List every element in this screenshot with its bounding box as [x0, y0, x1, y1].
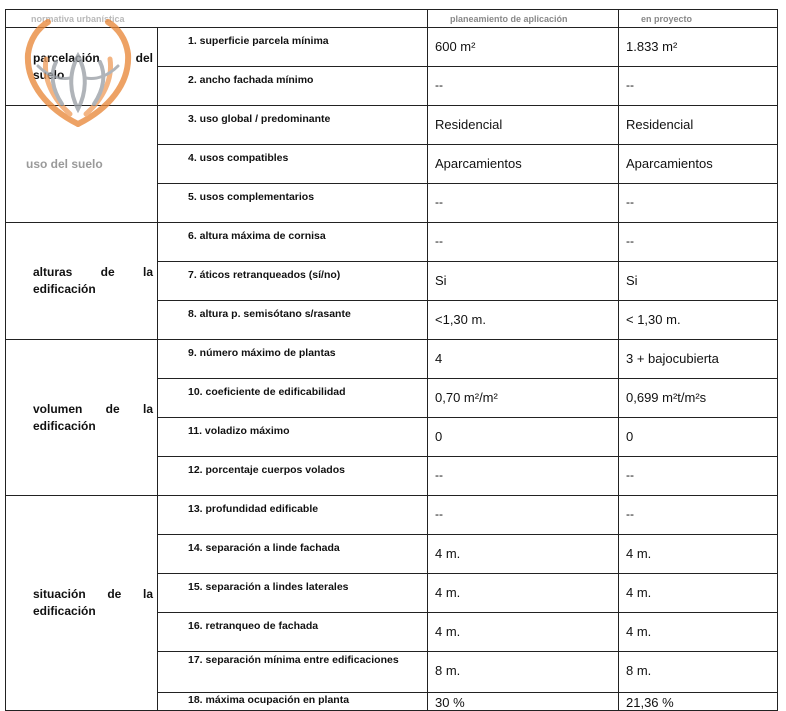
row-plan-value: 4 [428, 340, 619, 379]
row-project-value: -- [619, 457, 778, 496]
row-plan-value: 30 % [428, 693, 619, 711]
row-project-value: -- [619, 223, 778, 262]
row-label: 8. altura p. semisótano s/rasante [158, 301, 428, 340]
row-plan-value: 0 [428, 418, 619, 457]
row-plan-value: Aparcamientos [428, 145, 619, 184]
row-project-value: 8 m. [619, 652, 778, 693]
row-label: 4. usos compatibles [158, 145, 428, 184]
urban-regulation-table-container [5, 9, 777, 710]
row-project-value: 1.833 m² [619, 28, 778, 67]
row-project-value: -- [619, 496, 778, 535]
row-plan-value: -- [428, 223, 619, 262]
section-situacion: situación de la edificación [6, 496, 158, 711]
row-label: 7. áticos retranqueados (sí/no) [158, 262, 428, 301]
row-plan-value: Residencial [428, 106, 619, 145]
header-proyecto: en proyecto [619, 10, 778, 28]
row-project-value: -- [619, 67, 778, 106]
row-project-value: 4 m. [619, 574, 778, 613]
row-plan-value: Si [428, 262, 619, 301]
row-label: 18. máxima ocupación en planta [158, 693, 428, 711]
row-plan-value: <1,30 m. [428, 301, 619, 340]
row-project-value: 21,36 % [619, 693, 778, 711]
row-label: 2. ancho fachada mínimo [158, 67, 428, 106]
row-plan-value: -- [428, 67, 619, 106]
row-plan-value: -- [428, 184, 619, 223]
row-label: 13. profundidad edificable [158, 496, 428, 535]
row-label: 6. altura máxima de cornisa [158, 223, 428, 262]
row-label: 14. separación a linde fachada [158, 535, 428, 574]
section-volumen: volumen de la edificación [6, 340, 158, 496]
row-project-value: 4 m. [619, 613, 778, 652]
row-label: 17. separación mínima entre edificaciones [158, 652, 428, 693]
header-row [6, 10, 778, 28]
row-label: 9. número máximo de plantas [158, 340, 428, 379]
row-label: 16. retranqueo de fachada [158, 613, 428, 652]
row-label: 3. uso global / predominante [158, 106, 428, 145]
row-project-value: 3 + bajocubierta [619, 340, 778, 379]
row-plan-value: -- [428, 457, 619, 496]
row-project-value: Aparcamientos [619, 145, 778, 184]
row-plan-value: -- [428, 496, 619, 535]
section-parcelacion: parcelación del suelo [6, 28, 158, 106]
row-project-value: 0,699 m²t/m²s [619, 379, 778, 418]
table-row [6, 340, 778, 379]
header-normativa: normativa urbanística [6, 10, 428, 28]
section-uso: uso del suelo [6, 106, 158, 223]
row-label: 11. voladizo máximo [158, 418, 428, 457]
row-project-value: Si [619, 262, 778, 301]
row-label: 5. usos complementarios [158, 184, 428, 223]
table-row [6, 496, 778, 535]
row-plan-value: 600 m² [428, 28, 619, 67]
row-plan-value: 4 m. [428, 613, 619, 652]
row-label: 12. porcentaje cuerpos volados [158, 457, 428, 496]
row-plan-value: 4 m. [428, 574, 619, 613]
row-plan-value: 8 m. [428, 652, 619, 693]
row-project-value: 0 [619, 418, 778, 457]
row-project-value: < 1,30 m. [619, 301, 778, 340]
header-planeamiento: planeamiento de aplicación [428, 10, 619, 28]
table-row [6, 28, 778, 67]
row-plan-value: 4 m. [428, 535, 619, 574]
row-label: 10. coeficiente de edificabilidad [158, 379, 428, 418]
row-label: 15. separación a lindes laterales [158, 574, 428, 613]
row-project-value: -- [619, 184, 778, 223]
section-alturas: alturas de la edificación [6, 223, 158, 340]
row-plan-value: 0,70 m²/m² [428, 379, 619, 418]
row-project-value: Residencial [619, 106, 778, 145]
urban-regulation-table [5, 9, 778, 711]
table-row [6, 106, 778, 145]
table-row [6, 223, 778, 262]
row-label: 1. superficie parcela mínima [158, 28, 428, 67]
row-project-value: 4 m. [619, 535, 778, 574]
